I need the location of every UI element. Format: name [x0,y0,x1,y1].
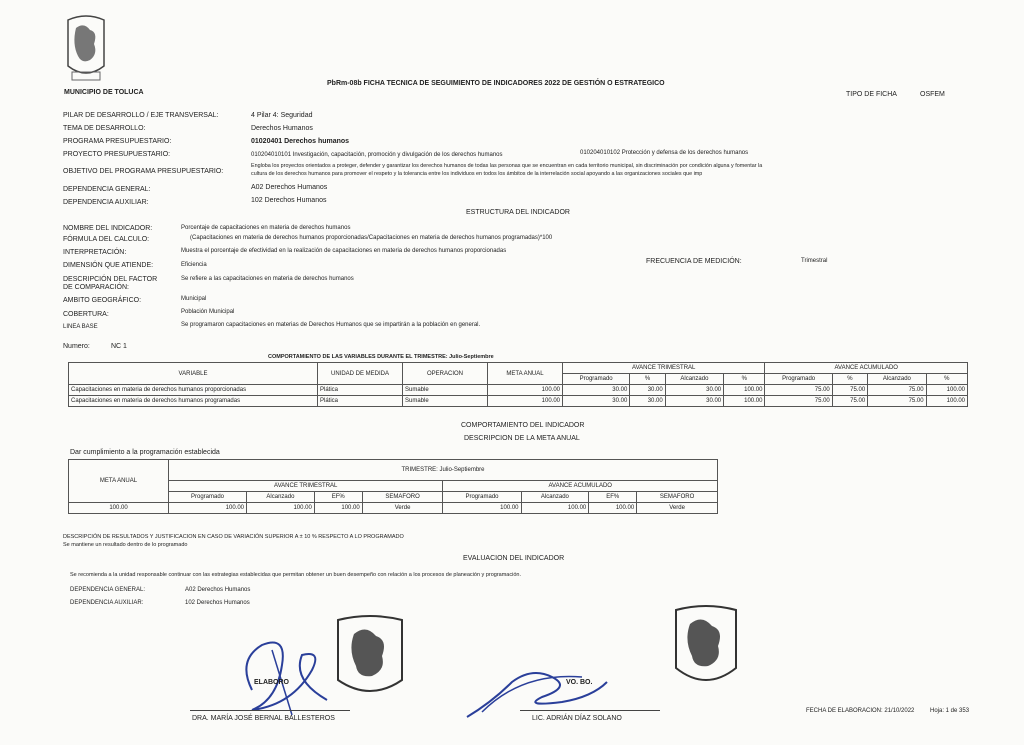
proyecto-label: PROYECTO PRESUPUESTARIO: [63,151,171,158]
meta-descripcion: Dar cumplimiento a la programación establecida [70,449,220,456]
linea-base-label: LINEA BASE [63,324,98,330]
numero-value: NC 1 [111,343,127,350]
signature-line [190,710,350,711]
dimension-value: Eficiencia [181,262,207,268]
proyecto-value-2: 010204010102 Protección y defensa de los derechos humanos [580,150,749,156]
justificacion-title: DESCRIPCIÓN DE RESULTADOS Y JUSTIFICACION EN CASO DE VARIACIÓN SUPERIOR A ± 10 % RESPECTO A LO PROGRAMADO [63,534,404,540]
cell-a-pct1: 75.00 [832,396,867,407]
variables-caption: COMPORTAMIENTO DE LAS VARIABLES DURANTE EL TRIMESTRE: Julio-Septiembre [268,354,494,360]
factor-label-2: DE COMPARACIÓN: [63,284,129,291]
header-a-pct: % [832,374,867,385]
header-t-pct: % [630,374,665,385]
table-row [69,385,968,396]
cell-t-alc: 100.00 [247,503,315,514]
linea-base-value: Se programaron capacitaciones en materias de Derechos Humanos que se impartirán a la población en general. [181,322,481,328]
trimestre-header: TRIMESTRE: Julio-Septiembre [169,460,718,481]
header-t-programado: Programado [563,374,630,385]
cell-t-prog: 30.00 [563,385,630,396]
comportamiento-title: COMPORTAMIENTO DEL INDICADOR [461,422,585,429]
cobertura-value: Población Municipal [181,309,235,315]
dep-aux-label: DEPENDENCIA AUXILIAR: [63,199,149,206]
header-avance-trim: AVANCE TRIMESTRAL [169,481,443,492]
cell-operacion: Sumable [403,385,488,396]
eval-dep-general-value: A02 Derechos Humanos [185,587,251,593]
formula-value: (Capacitaciones en materia de derechos humanos proporcionadas/Capacitaciones en materia de derechos humanos programadas)*100 [190,235,553,241]
cell-a-semaforo: Verde [637,503,718,514]
header-unidad: UNIDAD DE MEDIDA [318,363,403,385]
formula-label: FÓRMULA DEL CALCULO: [63,236,150,243]
hoja-number: Hoja: 1 de 353 [930,708,970,714]
evaluacion-text: Se recomienda a la unidad responsable continuar con las estrategias establecidas que permitan obtener un buen desempeño con relación a los procesos de planeación y programación. [70,572,521,578]
tema-label: TEMA DE DESARROLLO: [63,125,146,132]
municipality-name: MUNICIPIO DE TOLUCA [64,89,144,96]
cell-operacion: Sumable [403,396,488,407]
cell-t-pct2: 100.00 [724,385,765,396]
signature-elaboro [232,630,342,720]
cell-t-semaforo: Verde [362,503,443,514]
cell-meta: 100.00 [488,385,563,396]
cell-variable: Capacitaciones en materia de derechos humanos proporcionadas [69,385,318,396]
header-t-alcanzado: Alcanzado [247,492,315,503]
header-avance-acum: AVANCE ACUMULADO [765,363,968,374]
table-row [69,396,968,407]
cell-a-alc: 75.00 [868,385,926,396]
dep-general-value: A02 Derechos Humanos [251,184,328,191]
seal-stamp [668,602,744,699]
variables-table [68,362,968,407]
tema-value: Derechos Humanos [251,125,313,132]
document-title: PbRm-08b FICHA TECNICA DE SEGUIMIENTO DE INDICADORES 2022 DE GESTIÓN O ESTRATEGICO [327,80,665,87]
elaboro-name: DRA. MARÍA JOSÉ BERNAL BALLESTEROS [192,715,335,722]
header-meta-anual: META ANUAL [69,460,169,503]
dep-general-label: DEPENDENCIA GENERAL: [63,186,151,193]
header-avance-trim: AVANCE TRIMESTRAL [563,363,765,374]
cell-a-ef: 100.00 [589,503,637,514]
cell-t-alc: 30.00 [665,396,723,407]
cobertura-label: COBERTURA: [63,311,109,318]
header-variable: VARIABLE [69,363,318,385]
estructura-title: ESTRUCTURA DEL INDICADOR [466,209,570,216]
eval-dep-aux-label: DEPENDENCIA AUXILIAR: [70,600,144,606]
header-t-programado: Programado [169,492,247,503]
pilar-value: 4 Pilar 4: Seguridad [251,112,313,119]
justificacion-text: Se mantiene un resultado dentro de lo programado [63,542,188,548]
tipo-ficha-value: OSFEM [920,91,945,98]
signature-vobo [462,662,612,722]
comportamiento-subtitle: DESCRIPCION DE LA META ANUAL [464,435,580,442]
signature-line [520,710,660,711]
factor-value: Se refiere a las capacitaciones en materia de derechos humanos [181,276,354,282]
header-meta: META ANUAL [488,363,563,385]
numero-label: Numero: [63,343,90,350]
pilar-label: PILAR DE DESARROLLO / EJE TRANSVERSAL: [63,112,219,119]
eval-dep-aux-value: 102 Derechos Humanos [185,600,250,606]
vobo-label: VO. BO. [566,679,593,686]
dimension-label: DIMENSIÓN QUE ATIENDE: [63,262,154,269]
cell-a-prog: 75.00 [765,385,832,396]
header-a-ef: EF% [589,492,637,503]
header-t-ef: EF% [314,492,362,503]
header-t-alcanzado: Alcanzado [665,374,723,385]
header-a-programado: Programado [765,374,832,385]
evaluacion-title: EVALUACION DEL INDICADOR [463,555,565,562]
cell-meta: 100.00 [69,503,169,514]
cell-meta: 100.00 [488,396,563,407]
eval-dep-general-label: DEPENDENCIA GENERAL: [70,587,146,593]
fecha-elaboracion: FECHA DE ELABORACION: 21/10/2022 [806,708,915,714]
cell-a-prog: 75.00 [765,396,832,407]
cell-t-ef: 100.00 [314,503,362,514]
objetivo-value: Engloba los proyectos orientados a proteger, defender y garantizar los derechos humanos de todas las personas que se encuentran en cada territorio municipal, sin discriminación por condición alguna y fomentar la [251,163,763,169]
header-a-pct2: % [926,374,967,385]
frecuencia-label: FRECUENCIA DE MEDICIÓN: [646,258,742,265]
cell-t-pct1: 30.00 [630,396,665,407]
factor-label: DESCRIPCIÓN DEL FACTOR [63,276,158,283]
ambito-value: Municipal [181,296,207,302]
indicador-label: NOMBRE DEL INDICADOR: [63,225,153,232]
seal-stamp [330,612,410,707]
header-t-semaforo: SEMAFORO [362,492,443,503]
header-a-alcanzado: Alcanzado [868,374,926,385]
cell-t-alc: 30.00 [665,385,723,396]
header-a-programado: Programado [443,492,521,503]
proyecto-value: 010204010101 Investigación, capacitación, promoción y divulgación de los derechos humanos [251,152,503,158]
cell-a-alc: 100.00 [521,503,589,514]
indicador-value: Porcentaje de capacitaciones en materia de derechos humanos [181,225,351,231]
cell-t-pct1: 30.00 [630,385,665,396]
header-avance-acum: AVANCE ACUMULADO [443,481,718,492]
header-a-semaforo: SEMAFORO [637,492,718,503]
interpretacion-label: INTERPRETACIÓN: [63,249,127,256]
cell-unidad: Plática [318,385,403,396]
cell-t-prog: 100.00 [169,503,247,514]
municipality-logo [64,14,108,86]
cell-unidad: Plática [318,396,403,407]
tipo-ficha-label: TIPO DE FICHA [846,91,897,98]
ambito-label: AMBITO GEOGRÁFICO: [63,297,142,304]
objetivo-value-2: cultura de los derechos humanos para promover el respeto y la tolerancia entre los individuos en todos los ámbitos de la interrelación social apoyando a las organizaciones sociales que imp [251,171,703,177]
cell-a-pct1: 75.00 [832,385,867,396]
cell-a-pct2: 100.00 [926,385,967,396]
vobo-name: LIC. ADRIÁN DÍAZ SOLANO [532,715,622,722]
comportamiento-table [68,459,718,514]
cell-a-prog: 100.00 [443,503,521,514]
cell-variable: Capacitaciones en materia de derechos humanos programadas [69,396,318,407]
table-row [69,503,718,514]
cell-t-prog: 30.00 [563,396,630,407]
dep-aux-value: 102 Derechos Humanos [251,197,327,204]
cell-a-alc: 75.00 [868,396,926,407]
interpretacion-value: Muestra el porcentaje de efectividad en la realización de capacitaciones en materia de derechos humanos proporcionadas [181,248,507,254]
elaboro-label: ELABORO [254,679,289,686]
cell-t-pct2: 100.00 [724,396,765,407]
header-a-alcanzado: Alcanzado [521,492,589,503]
programa-label: PROGRAMA PRESUPUESTARIO: [63,138,172,145]
objetivo-label: OBJETIVO DEL PROGRAMA PRESUPUESTARIO: [63,168,224,175]
programa-value: 01020401 Derechos humanos [251,138,350,145]
header-t-pct2: % [724,374,765,385]
frecuencia-value: Trimestral [801,258,828,264]
cell-a-pct2: 100.00 [926,396,967,407]
header-operacion: OPERACION [403,363,488,385]
